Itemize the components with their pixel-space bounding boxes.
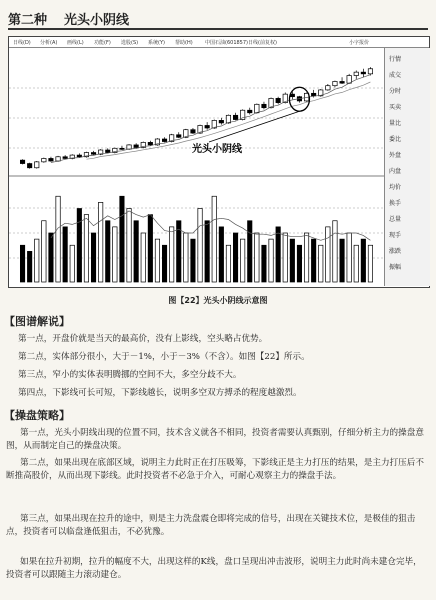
candle-body: [27, 164, 31, 168]
paragraph: 第二点，实体部分很小，大于－1%，小于－3%（不含）。如图【22】所示。: [18, 352, 310, 362]
volume-bar: [354, 245, 358, 282]
volume-bar: [311, 239, 315, 282]
candle-body: [219, 120, 223, 123]
candle-body: [162, 139, 166, 142]
volume-bar: [63, 227, 67, 282]
volume-bar: [347, 233, 351, 282]
volume-bar: [184, 233, 188, 282]
candle-body: [262, 104, 266, 107]
panel-field: 现手: [389, 232, 402, 239]
candle-body: [340, 81, 344, 83]
volume-bar: [49, 233, 53, 282]
paragraph: 第二点，如果出现在底部区域，说明主力此时正在打压吸筹，下影线正是主力打压的结果，是主力打压后不断推高股价，从而出现下影线。此时投资者不必急于介入，可耐心观察主力的操盘手法。: [6, 458, 424, 481]
panel-field: 买卖: [389, 104, 402, 111]
page-header: [8, 6, 428, 30]
volume-bar: [148, 215, 152, 282]
section-heading-strategy: 【操盘策略】: [4, 409, 70, 422]
candle-body: [255, 104, 259, 112]
volume-bar: [226, 245, 230, 282]
volume-bar: [283, 233, 287, 282]
volume-bar: [141, 233, 145, 282]
volume-bar: [240, 239, 244, 282]
candle-body: [35, 162, 39, 168]
panel-field: 委比: [389, 136, 402, 143]
volume-bar: [134, 221, 138, 282]
candle-body: [326, 86, 330, 90]
volume-bar: [120, 196, 124, 282]
menu-item[interactable]: 日线(D): [13, 40, 31, 46]
volume-bar: [127, 209, 131, 283]
candle-body: [311, 93, 315, 96]
menu-item[interactable]: 系统(Y): [148, 40, 165, 46]
volume-bar: [304, 233, 308, 282]
menu-item[interactable]: 分析(A): [40, 40, 58, 46]
candle-body: [127, 145, 131, 149]
volume-bar: [290, 239, 294, 282]
volume-bar: [205, 221, 209, 282]
candle-body: [148, 142, 152, 145]
volume-bar: [233, 233, 237, 282]
stock-chart-screenshot: [8, 36, 430, 288]
volume-bar: [191, 239, 195, 282]
volume-bar: [262, 245, 266, 282]
candle-body: [205, 125, 209, 128]
volume-bar: [56, 196, 60, 282]
paragraph: 第三点，窄小的实体表明腾挪的空间不大，多空分歧不大。: [18, 370, 242, 380]
paragraph: 第三点，如果出现在拉升的途中，则是主力洗盘震仓即将完成的信号，出现在关键技术位，是极佳的狙击点，投资者可以临盘逢低狙击，不必犹豫。: [6, 514, 416, 537]
chart-menu-bar: [9, 37, 429, 48]
volume-bar: [70, 245, 74, 282]
panel-field: 总量: [389, 216, 402, 223]
candle-body: [177, 135, 181, 138]
volume-bar: [255, 233, 259, 282]
volume-bar: [333, 221, 337, 282]
panel-field: 成交: [389, 72, 402, 79]
volume-bar: [77, 209, 81, 283]
candle-body: [120, 148, 124, 149]
volume-bar: [212, 196, 216, 282]
volume-bar: [98, 202, 102, 282]
candle-body: [106, 150, 110, 153]
candle-body: [276, 98, 280, 102]
volume-bar: [248, 221, 252, 282]
menu-item[interactable]: 帮助(H): [175, 40, 193, 46]
paragraph: 第一点，开盘价就是当天的最高价，没有上影线，空头略占优势。: [18, 334, 268, 344]
volume-bar: [340, 239, 344, 282]
candle-body: [191, 130, 195, 133]
stock-name-label: 中国石油(601857)日线(前复权): [205, 40, 277, 46]
volume-bar: [169, 227, 173, 282]
candle-body: [333, 81, 337, 85]
candle-body: [20, 160, 24, 163]
candlestick-volume-chart: [9, 48, 384, 286]
page-title: 光头小阴线: [64, 13, 130, 28]
candle-body: [91, 153, 95, 155]
volume-bar: [84, 215, 88, 282]
candle-body: [77, 155, 81, 157]
volume-bar: [35, 239, 39, 282]
volume-bar: [276, 227, 280, 282]
panel-field: 振幅: [389, 264, 402, 271]
menu-item[interactable]: 功能(F): [94, 40, 111, 46]
volume-bar: [326, 227, 330, 282]
volume-bar: [113, 227, 117, 282]
volume-bar: [198, 209, 202, 283]
figure-caption: 图【22】光头小阴线示意图: [168, 296, 268, 305]
candle-body: [361, 72, 365, 74]
candle-body: [347, 76, 351, 84]
paragraph: 第四点，下影线可长可短，下影线越长，说明多空双方搏杀的程度越激烈。: [18, 388, 302, 398]
volume-bar: [368, 245, 372, 282]
candle-body: [248, 110, 252, 113]
candle-body: [368, 69, 372, 74]
panel-field: 均价: [389, 184, 402, 191]
volume-bar: [319, 245, 323, 282]
candle-body: [42, 158, 46, 161]
candle-body: [49, 158, 53, 161]
chapter-number: 第二种: [8, 13, 48, 28]
paragraph: 如果在拉升初期，拉升的幅度不大，出现这样的K线，盘口呈现出冲击波形，说明主力此时尚未建仓完毕，投资者可以跟随主力滚动建仓。: [6, 557, 422, 580]
paragraph: 第一点，光头小阴线出现的位置不同，技术含义就各不相同，投资者需要认真甄别，仔细分析主力的操盘意图，从而制定自己的操盘决策。: [6, 428, 424, 451]
panel-field: 内盘: [389, 168, 402, 175]
volume-bar: [155, 239, 159, 282]
candle-body: [233, 115, 237, 119]
menu-item[interactable]: 选股(S): [121, 40, 139, 46]
volume-bar: [91, 233, 95, 282]
volume-bar: [27, 251, 31, 282]
candle-body: [63, 157, 67, 159]
volume-bar: [20, 245, 24, 282]
panel-field: 涨跌: [389, 248, 402, 255]
volume-bar: [106, 221, 110, 282]
quote-info-label: 小字报价: [349, 40, 370, 46]
volume-bar: [269, 239, 273, 282]
volume-bar: [219, 227, 223, 282]
menu-item[interactable]: 画线(L): [67, 40, 84, 46]
candle-body: [134, 145, 138, 148]
quote-side-panel: [384, 48, 430, 286]
candle-annotation-label: 光头小阴线: [192, 144, 242, 155]
section-heading-explanation: 【图谱解说】: [4, 315, 70, 328]
panel-field: 外盘: [389, 152, 402, 159]
panel-field: 量比: [389, 120, 402, 127]
panel-field: 行情: [389, 56, 402, 63]
volume-bar: [162, 245, 166, 282]
candle-body: [56, 157, 60, 161]
candle-body: [354, 72, 358, 75]
panel-field: 分时: [389, 88, 402, 95]
volume-bar: [297, 245, 301, 282]
panel-field: 换手: [389, 200, 402, 207]
volume-bar: [42, 221, 46, 282]
volume-bar: [361, 239, 365, 282]
